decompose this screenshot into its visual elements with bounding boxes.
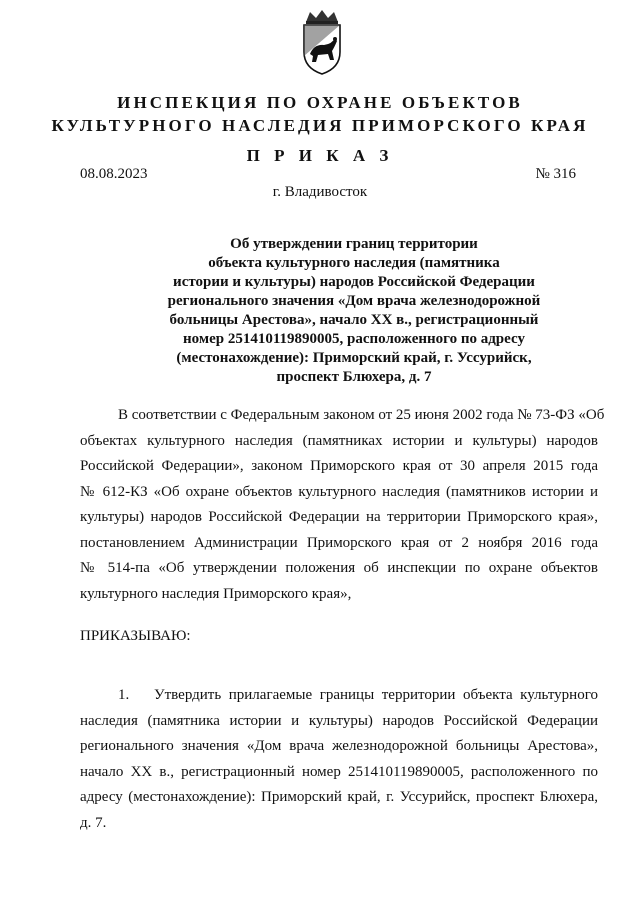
subject-line: регионального значения «Дом врача железнодорожной [167, 293, 541, 309]
subject-line: Об утверждении границ территории [230, 236, 478, 252]
preamble-paragraph [80, 403, 605, 607]
preamble-line: культуры) народов Российской Федерации на территории Приморского края», [80, 509, 598, 525]
preamble-line: В соответствии с Федеральным законом от 25 июня 2002 года № 73-ФЗ «Об [118, 407, 605, 423]
subject-line: объекта культурного наследия (памятника [208, 255, 500, 271]
organization-name-line1: ИНСПЕКЦИЯ ПО ОХРАНЕ ОБЪЕКТОВ [117, 93, 523, 112]
item-1-line: регионального значения «Дом врача железнодорожной больницы Арестова», [80, 738, 598, 754]
preamble-line: постановлением Администрации Приморского края от 2 ноября 2016 года [80, 534, 598, 551]
subject-line: номер 251410119890005, расположенного по адресу [183, 331, 525, 347]
coat-of-arms-icon [294, 8, 350, 76]
document-subject [120, 235, 588, 387]
document-number: № 316 [535, 166, 576, 182]
organization-name-line2: КУЛЬТУРНОГО НАСЛЕДИЯ ПРИМОРСКОГО КРАЯ [51, 116, 589, 135]
subject-line: истории и культуры) народов Российской Федерации [173, 274, 535, 290]
item-1-paragraph [80, 683, 598, 836]
item-1-line: д. 7. [80, 814, 107, 831]
document-date: 08.08.2023 [80, 166, 148, 182]
decree-word: ПРИКАЗЫВАЮ: [80, 628, 191, 644]
document-type-title: П Р И К А З [246, 146, 394, 165]
subject-line: больницы Арестова», начало XX в., регистрационный [169, 312, 539, 328]
item-1-line: начало XX в., регистрационный номер 251410119890005, расположенного по [80, 763, 598, 780]
subject-line: (местонахождение): Приморский край, г. Уссурийск, [176, 350, 532, 366]
item-1-line: адресу (местонахождение): Приморский край, г. Уссурийск, проспект Блюхера, [80, 789, 598, 805]
item-1-first-line [80, 683, 598, 709]
preamble-line: культурного наследия Приморского края», [80, 585, 352, 602]
preamble-line: Российской Федерации», законом Приморского края от 30 апреля 2015 года [80, 458, 598, 474]
item-1-line: наследия (памятника истории и культуры) народов Российской Федерации [80, 712, 598, 729]
preamble-line: № 514-па «Об утверждении положения об инспекции по охране объектов [80, 560, 598, 576]
preamble-line: объектах культурного наследия (памятниках истории и культуры) народов [80, 432, 598, 449]
subject-line: проспект Блюхера, д. 7 [276, 369, 432, 385]
document-city: г. Владивосток [272, 184, 368, 200]
item-1-line: Утвердить прилагаемые границы территории объекта культурного [154, 687, 598, 703]
item-1-number: 1. [118, 687, 130, 703]
preamble-line: № 612-КЗ «Об охране объектов культурного наследия (памятников истории и [80, 483, 598, 500]
